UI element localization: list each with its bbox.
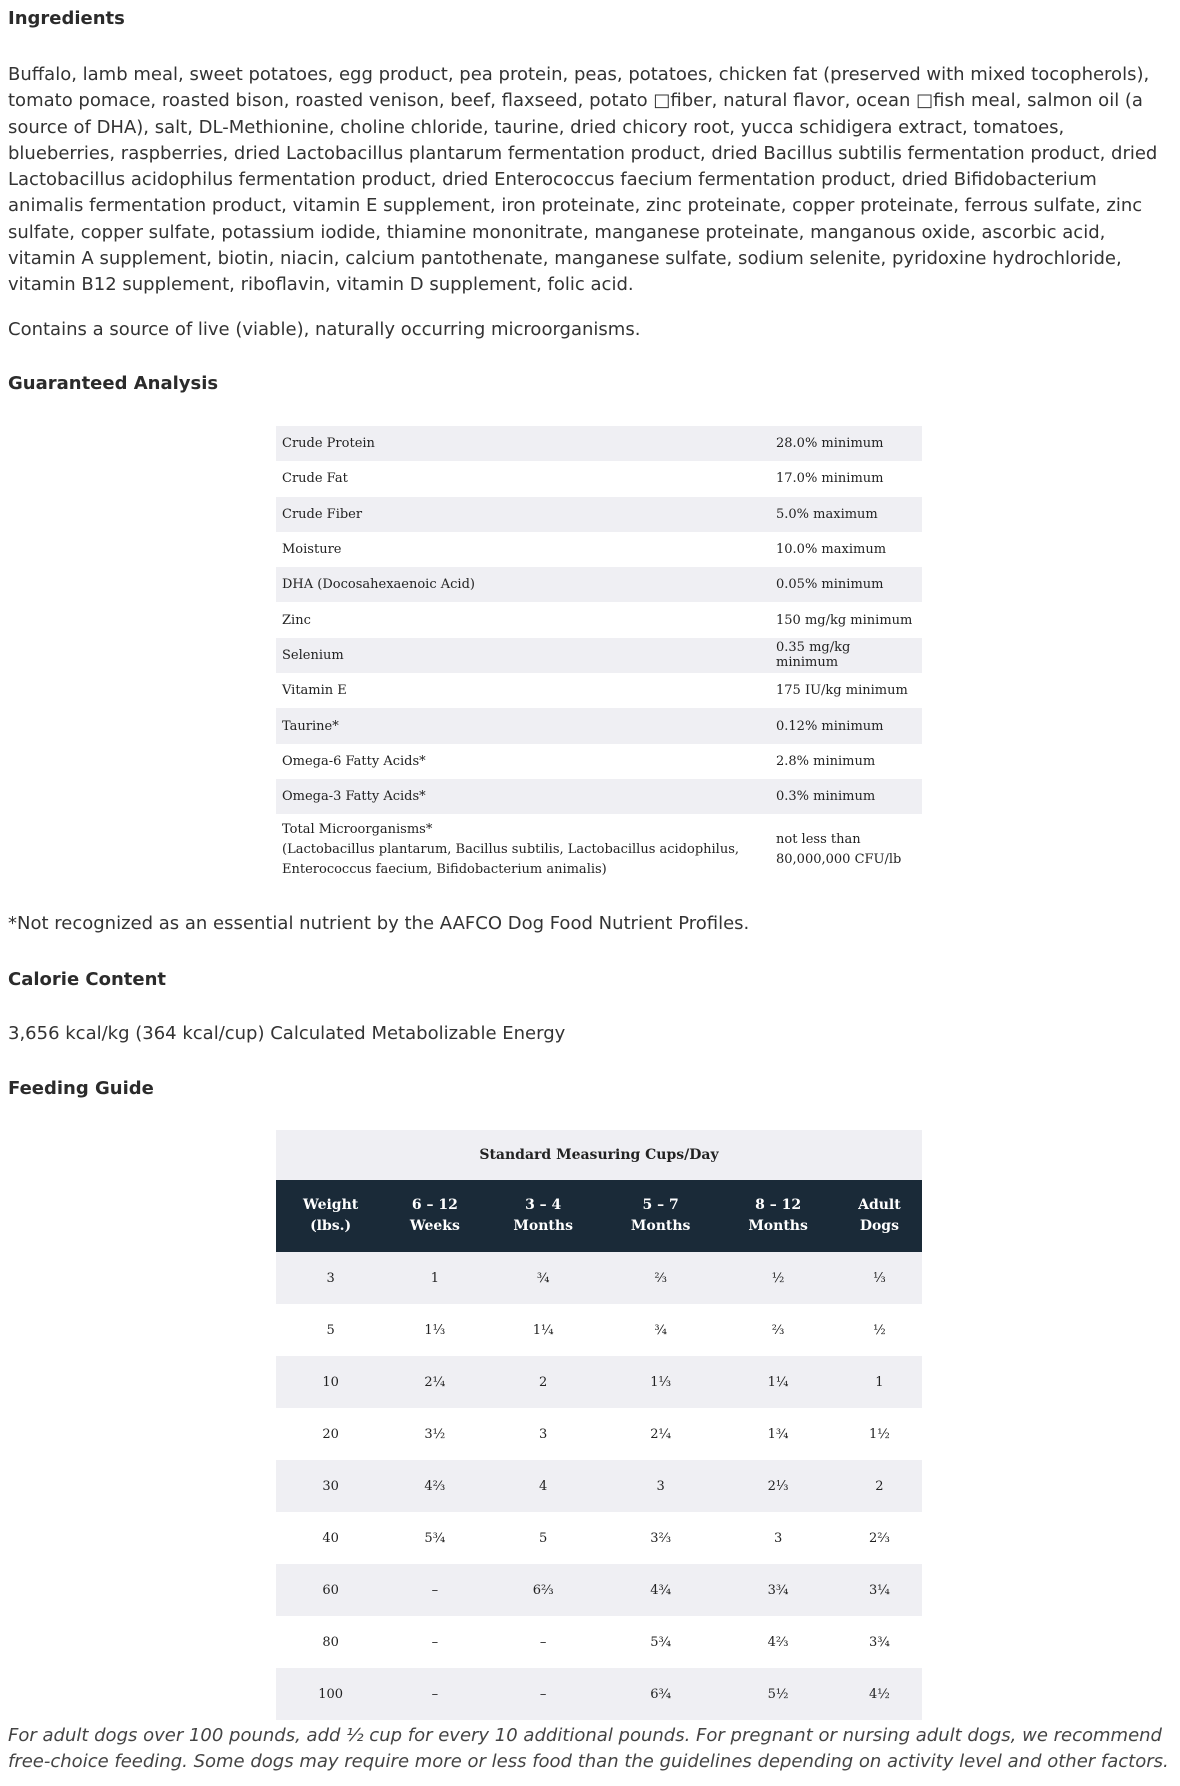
cups-cell: ⅓ xyxy=(837,1252,922,1304)
cups-cell: – xyxy=(385,1564,484,1616)
ga-row xyxy=(276,602,922,637)
cups-cell: 3¾ xyxy=(837,1616,922,1668)
ga-value xyxy=(770,814,922,886)
cups-cell: ½ xyxy=(837,1304,922,1356)
cups-cell: ¾ xyxy=(602,1304,719,1356)
cups-cell: 5 xyxy=(484,1512,601,1564)
cups-cell: 1⅓ xyxy=(602,1356,719,1408)
ga-nutrient: Moisture xyxy=(276,532,770,567)
ga-row xyxy=(276,532,922,567)
cups-cell: 6¾ xyxy=(602,1668,719,1720)
table-row xyxy=(276,1668,922,1720)
ga-row xyxy=(276,638,922,673)
header-line: Dogs xyxy=(859,1218,899,1234)
ga-value: 2.8% minimum xyxy=(770,744,922,779)
feeding-guide-column-header xyxy=(602,1180,719,1252)
feeding-guide-column-header xyxy=(719,1180,836,1252)
cups-cell: 4¾ xyxy=(602,1564,719,1616)
ga-value: 0.35 mg/kg minimum xyxy=(770,638,922,673)
ga-nutrient: Zinc xyxy=(276,602,770,637)
header-line: Adult xyxy=(858,1197,901,1213)
ga-nutrient: Vitamin E xyxy=(276,673,770,708)
ga-row xyxy=(276,708,922,743)
cups-cell: 2⅓ xyxy=(719,1460,836,1512)
weight-cell: 40 xyxy=(276,1512,385,1564)
cups-cell: ⅔ xyxy=(719,1304,836,1356)
ga-nutrient: Omega-3 Fatty Acids* xyxy=(276,779,770,814)
ga-row xyxy=(276,426,922,461)
cups-cell: 3½ xyxy=(385,1408,484,1460)
header-line: Months xyxy=(513,1218,573,1234)
calorie-content-heading: Calorie Content xyxy=(8,969,167,990)
header-line: Months xyxy=(630,1218,691,1234)
ga-nutrient-line: Enterococcus faecium, Bifidobacterium animalis) xyxy=(282,862,607,878)
cups-cell: 1 xyxy=(837,1356,922,1408)
ga-value: 150 mg/kg minimum xyxy=(770,602,922,637)
ga-nutrient-line: Total Microorganisms* xyxy=(282,822,433,838)
cups-cell: 5¾ xyxy=(602,1616,719,1668)
table-row xyxy=(276,1460,922,1512)
ga-nutrient xyxy=(276,814,770,886)
table-row xyxy=(276,1564,922,1616)
ga-row xyxy=(276,567,922,602)
ga-value-line: 80,000,000 CFU/lb xyxy=(776,852,902,868)
table-row xyxy=(276,1616,922,1668)
ga-value: 28.0% minimum xyxy=(770,426,922,461)
header-line: 8 – 12 xyxy=(755,1197,802,1213)
ga-row xyxy=(276,461,922,496)
ingredients-heading: Ingredients xyxy=(8,8,125,29)
weight-cell: 30 xyxy=(276,1460,385,1512)
ga-row xyxy=(276,497,922,532)
cups-cell: 3¾ xyxy=(719,1564,836,1616)
ga-value-line: not less than xyxy=(776,832,861,848)
ingredients-list: Buffalo, lamb meal, sweet potatoes, egg product, pea protein, peas, potatoes, chicken fat (preserved with mixed tocopherols), tomato pomace, roasted bison, roasted venison, beef, flaxseed, potato □fiber, natural flavor, ocean □fish meal, salmon oil (a source of DHA), salt, DL-Methionine, choline chloride, taurine, dried chicory root, yucca schidigera extract, tomatoes, blueberries, raspberries, dried Lactobacillus plantarum fermentation product, dried Bacillus subtilis fermentation product, dried Lactobacillus acidophilus fermentation product, dried Enterococcus faecium fermentation product, dried Bifidobacterium animalis fermentation product, vitamin E supplement, iron proteinate, zinc proteinate, copper proteinate, ferrous sulfate, zinc sulfate, copper sulfate, potassium iodide, thiamine mononitrate, manganese proteinate, manganous oxide, ascorbic acid, vitamin A supplement, biotin, niacin, calcium pantothenate, manganese sulfate, sodium selenite, pyridoxine hydrochloride, vitamin B12 supplement, riboflavin, vitamin D supplement, folic acid. xyxy=(8,64,1158,296)
feeding-guide-table xyxy=(276,1130,922,1720)
ga-nutrient: Selenium xyxy=(276,638,770,673)
cups-cell: 1½ xyxy=(837,1408,922,1460)
aafco-note: *Not recognized as an essential nutrient by the AAFCO Dog Food Nutrient Profiles. xyxy=(8,913,750,934)
ga-row xyxy=(276,744,922,779)
header-line: Weight xyxy=(303,1197,359,1213)
cups-cell: 3 xyxy=(602,1460,719,1512)
weight-cell: 80 xyxy=(276,1616,385,1668)
weight-cell: 10 xyxy=(276,1356,385,1408)
cups-cell: 3⅔ xyxy=(602,1512,719,1564)
cups-cell: 1⅓ xyxy=(385,1304,484,1356)
cups-cell: 4 xyxy=(484,1460,601,1512)
cups-cell: 5¾ xyxy=(385,1512,484,1564)
cups-cell: ½ xyxy=(719,1252,836,1304)
cups-cell: 2¼ xyxy=(385,1356,484,1408)
feeding-guide-header-row xyxy=(276,1180,922,1252)
cups-cell: 2⅔ xyxy=(837,1512,922,1564)
table-row xyxy=(276,1512,922,1564)
header-line: 5 – 7 xyxy=(642,1197,679,1213)
cups-cell: 3¼ xyxy=(837,1564,922,1616)
ga-nutrient: Crude Fiber xyxy=(276,497,770,532)
cups-cell: 1 xyxy=(385,1252,484,1304)
table-row xyxy=(276,1304,922,1356)
ga-row xyxy=(276,673,922,708)
cups-cell: 4½ xyxy=(837,1668,922,1720)
cups-cell: 1¾ xyxy=(719,1408,836,1460)
cups-cell: 1¼ xyxy=(719,1356,836,1408)
ga-value: 17.0% minimum xyxy=(770,461,922,496)
weight-cell: 3 xyxy=(276,1252,385,1304)
calorie-content-text: 3,656 kcal/kg (364 kcal/cup) Calculated Metabolizable Energy xyxy=(8,1023,566,1044)
feeding-guide-footnote: For adult dogs over 100 pounds, add ½ cup for every 10 additional pounds. For pregnant or nursing adult dogs, we recommend free-choice feeding. Some dogs may require more or less food than the guidelines depending on activity level and other factors. xyxy=(8,1725,1169,1772)
feeding-guide-column-header xyxy=(276,1180,385,1252)
ga-nutrient: Crude Protein xyxy=(276,426,770,461)
cups-cell: 2 xyxy=(484,1356,601,1408)
cups-cell: 4⅔ xyxy=(385,1460,484,1512)
guaranteed-analysis-heading: Guaranteed Analysis xyxy=(8,373,219,394)
ga-nutrient: Taurine* xyxy=(276,708,770,743)
ga-nutrient: Crude Fat xyxy=(276,461,770,496)
cups-cell: 2¼ xyxy=(602,1408,719,1460)
weight-cell: 5 xyxy=(276,1304,385,1356)
feeding-guide-column-header xyxy=(385,1180,484,1252)
cups-cell: – xyxy=(484,1616,601,1668)
ga-nutrient: DHA (Docosahexaenoic Acid) xyxy=(276,567,770,602)
cups-cell: 6⅔ xyxy=(484,1564,601,1616)
cups-cell: – xyxy=(484,1668,601,1720)
ga-row xyxy=(276,779,922,814)
feeding-guide-column-header xyxy=(484,1180,601,1252)
weight-cell: 100 xyxy=(276,1668,385,1720)
weight-cell: 60 xyxy=(276,1564,385,1616)
table-row xyxy=(276,1408,922,1460)
live-microorganisms-note: Contains a source of live (viable), naturally occurring microorganisms. xyxy=(8,319,641,340)
cups-cell: 3 xyxy=(719,1512,836,1564)
feeding-guide-column-header xyxy=(837,1180,922,1252)
weight-cell: 20 xyxy=(276,1408,385,1460)
cups-cell: – xyxy=(385,1616,484,1668)
ga-row-microorganisms xyxy=(276,814,922,886)
ga-value: 10.0% maximum xyxy=(770,532,922,567)
ga-value: 0.12% minimum xyxy=(770,708,922,743)
cups-cell: 4⅔ xyxy=(719,1616,836,1668)
ga-value: 175 IU/kg minimum xyxy=(770,673,922,708)
cups-cell: 1¼ xyxy=(484,1304,601,1356)
cups-cell: ¾ xyxy=(484,1252,601,1304)
ga-value: 5.0% maximum xyxy=(770,497,922,532)
cups-cell: 5½ xyxy=(719,1668,836,1720)
header-line: Weeks xyxy=(409,1218,460,1234)
cups-cell: 2 xyxy=(837,1460,922,1512)
feeding-guide-caption-row xyxy=(276,1130,922,1180)
header-line: (lbs.) xyxy=(310,1218,352,1234)
table-row xyxy=(276,1252,922,1304)
feeding-guide-caption: Standard Measuring Cups/Day xyxy=(276,1130,922,1180)
ga-nutrient-line: (Lactobacillus plantarum, Bacillus subtilis, Lactobacillus acidophilus, xyxy=(282,842,740,858)
ga-value: 0.3% minimum xyxy=(770,779,922,814)
cups-cell: 3 xyxy=(484,1408,601,1460)
feeding-guide-heading: Feeding Guide xyxy=(8,1078,154,1099)
cups-cell: ⅔ xyxy=(602,1252,719,1304)
header-line: 6 – 12 xyxy=(411,1197,458,1213)
ga-nutrient: Omega-6 Fatty Acids* xyxy=(276,744,770,779)
header-line: 3 – 4 xyxy=(525,1197,562,1213)
table-row xyxy=(276,1356,922,1408)
cups-cell: – xyxy=(385,1668,484,1720)
header-line: Months xyxy=(748,1218,808,1234)
ga-value: 0.05% minimum xyxy=(770,567,922,602)
guaranteed-analysis-table xyxy=(276,426,922,886)
